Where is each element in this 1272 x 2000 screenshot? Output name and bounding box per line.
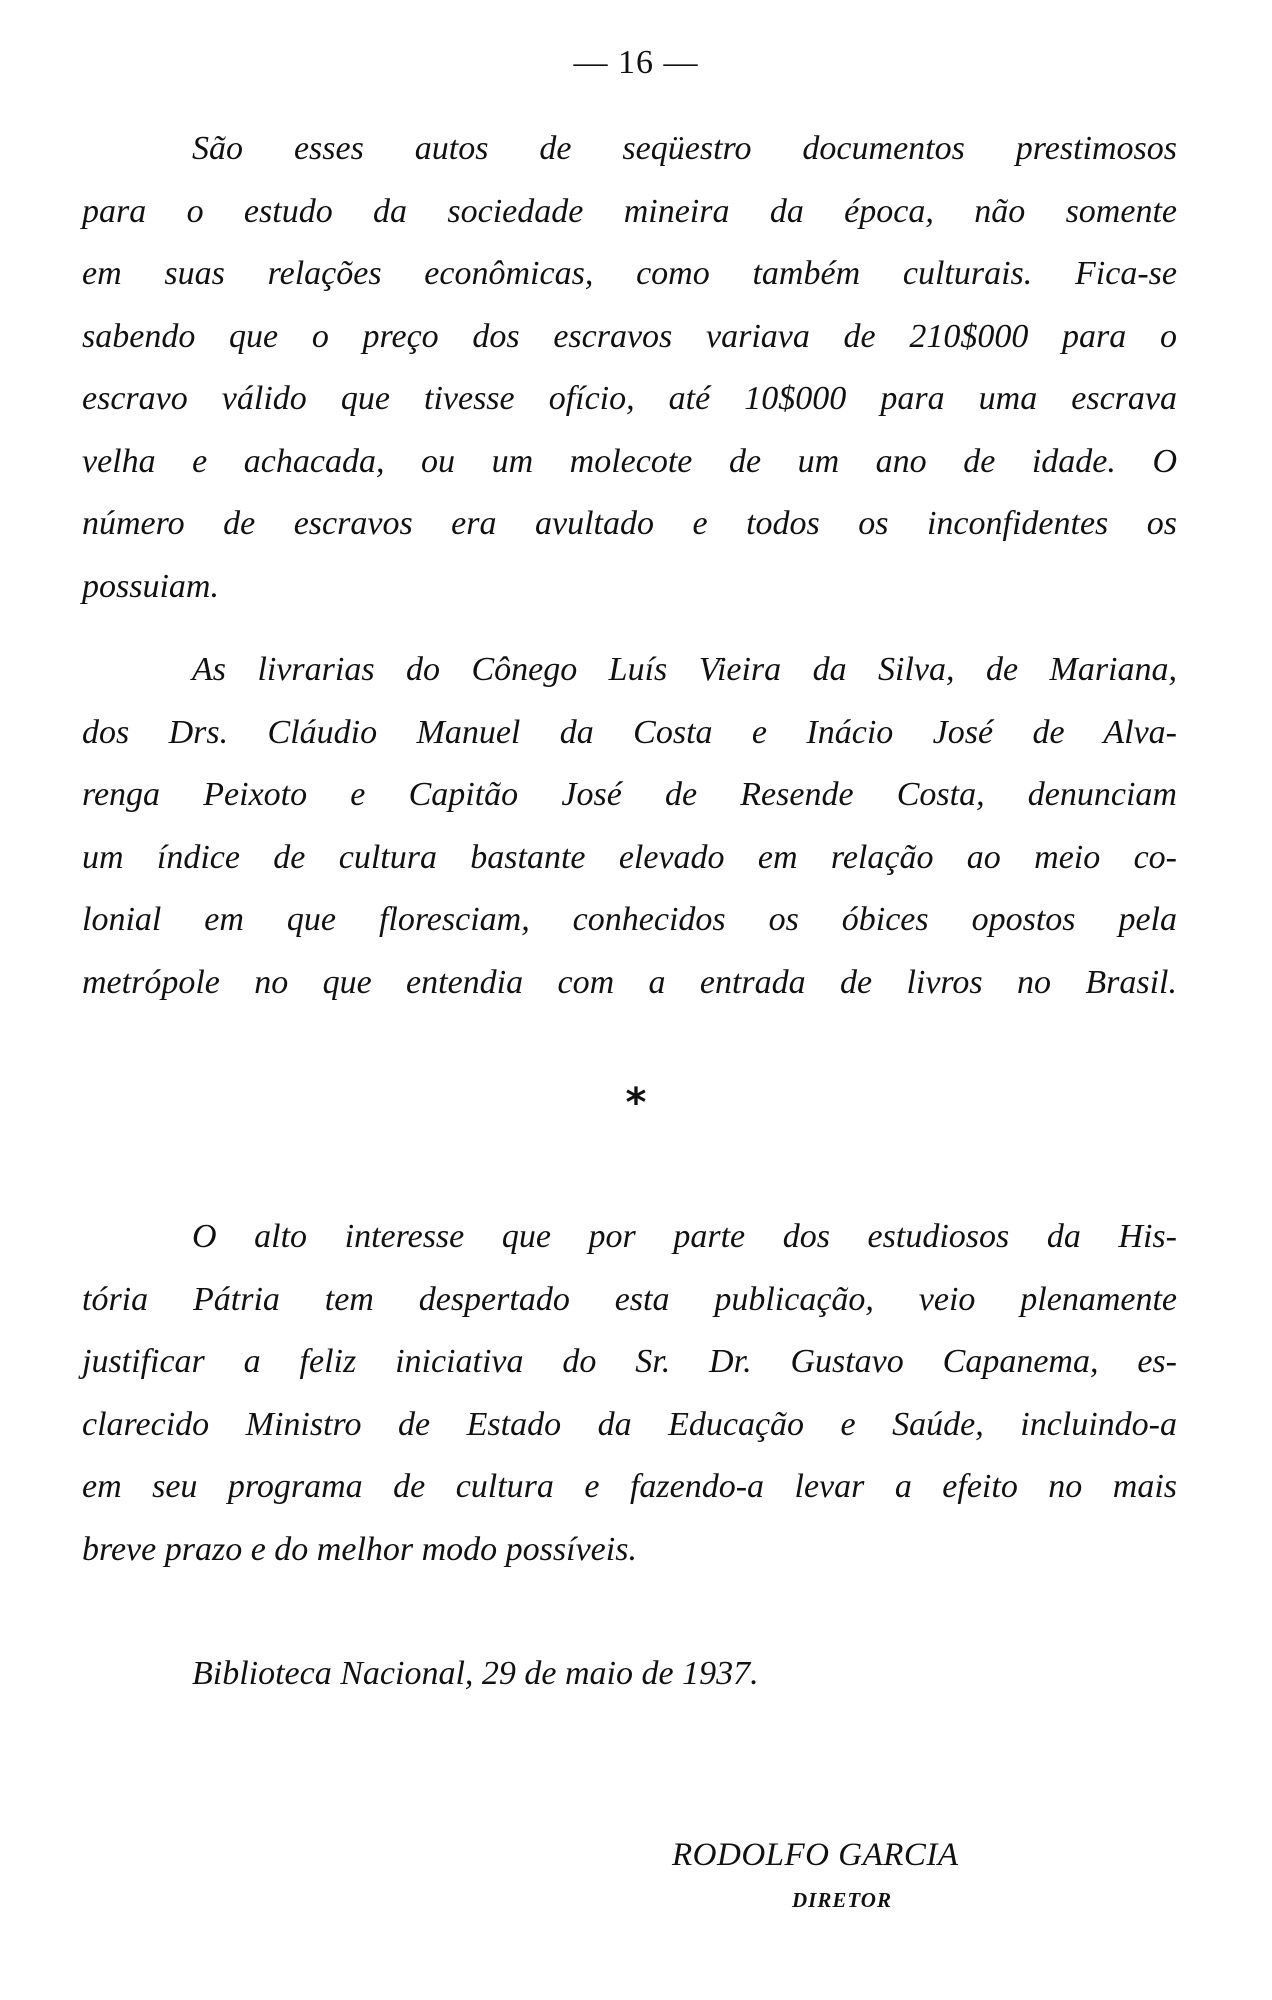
text-line: velha e achacada, ou um molecote de um ano de idade. O <box>82 442 1177 480</box>
text-line: renga Peixoto e Capitão José de Resende Costa, denunciam <box>82 776 1177 813</box>
text-line: dos Drs. Cláudio Manuel da Costa e Inácio José de Alva- <box>82 713 1177 751</box>
paragraph-slave-records <box>82 118 1177 618</box>
text-line: escravo válido que tivesse ofício, até 10$000 para uma escrava <box>82 380 1177 417</box>
text-line: em seu programa de cultura e fazendo-a levar a efeito no mais <box>82 1468 1177 1505</box>
text-line: breve prazo e do melhor modo possíveis. <box>82 1530 637 1568</box>
page-number: — 16 — <box>573 44 699 81</box>
paragraph-libraries <box>82 639 1177 1014</box>
signature-title: DIRETOR <box>792 1888 892 1912</box>
signature-name: RODOLFO GARCIA <box>672 1837 959 1873</box>
text-line: para o estudo da sociedade mineira da época, não somente <box>82 192 1177 230</box>
text-line: possuiam. <box>82 567 219 605</box>
place-date-line: Biblioteca Nacional, 29 de maio de 1937. <box>192 1655 759 1692</box>
text-line: As livrarias do Cônego Luís Vieira da Silva, de Mariana, <box>192 651 1177 688</box>
text-line: sabendo que o preço dos escravos variava de 210$000 para o <box>82 317 1177 355</box>
text-line: justificar a feliz iniciativa do Sr. Dr. Gustavo Capanema, es- <box>82 1343 1177 1380</box>
text-line: número de escravos era avultado e todos os inconfidentes os <box>82 505 1177 542</box>
text-line: em suas relações econômicas, como também culturais. Fica-se <box>82 255 1177 292</box>
text-line: O alto interesse que por parte dos estudiosos da His- <box>192 1218 1177 1255</box>
text-line: tória Pátria tem despertado esta publicação, veio plenamente <box>82 1280 1177 1318</box>
text-line: lonial em que floresciam, conhecidos os óbices opostos pela <box>82 901 1177 938</box>
text-line: metrópole no que entendia com a entrada de livros no Brasil. <box>82 963 1177 1001</box>
text-line: São esses autos de seqüestro documentos prestimosos <box>192 130 1177 167</box>
text-line: um índice de cultura bastante elevado em relação ao meio co- <box>82 838 1177 876</box>
text-line: clarecido Ministro de Estado da Educação e Saúde, incluindo-a <box>82 1405 1177 1443</box>
paragraph-publication-interest <box>82 1206 1177 1581</box>
section-separator: * <box>625 1080 647 1126</box>
